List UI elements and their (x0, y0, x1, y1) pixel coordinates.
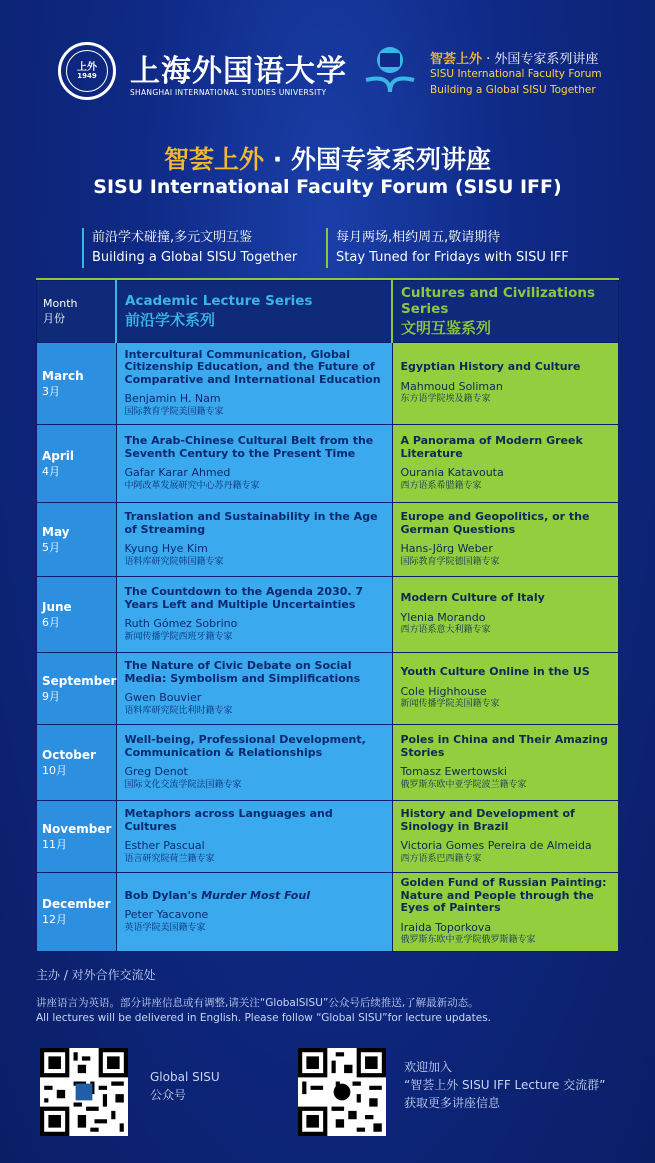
culture-title: Modern Culture of Italy (400, 591, 545, 605)
academic-speaker: Greg Denot (124, 765, 188, 778)
academic-lecture-cell (116, 653, 392, 725)
slogan-right-en: Stay Tuned for Fridays with SISU IFF (336, 250, 569, 265)
academic-speaker-affiliation: 国际文化交流学院法国籍专家 (124, 779, 242, 790)
academic-lecture-cell (116, 503, 392, 577)
header-culture-cn: 文明互鉴系列 (401, 319, 492, 337)
page-title-en: SISU International Faculty Forum (SISU IFF) (93, 176, 562, 198)
header-academic-en: Academic Lecture Series (125, 293, 313, 309)
culture-speaker: Hans-Jörg Weber (400, 542, 493, 555)
academic-title: Well-being, Professional Development, Communication & Relationships (124, 733, 366, 759)
forum-book-logo-icon (362, 44, 418, 96)
academic-lecture-cell (116, 725, 392, 801)
host-label: 主办 / 对外合作交流处 (36, 968, 156, 982)
academic-title (125, 890, 384, 903)
qr1-label (150, 1068, 220, 1104)
month-cell (37, 577, 117, 653)
forum-name-cn-rest: · 外国专家系列讲座 (482, 52, 599, 67)
academic-title: Translation and Sustainability in the Age of Streaming (124, 510, 378, 536)
footer-note (36, 996, 491, 1026)
qr1-label-line2: 公众号 (150, 1088, 187, 1102)
month-cn: 6月 (42, 615, 60, 629)
month-en: November (42, 821, 112, 836)
footer-note-cn: 讲座语言为英语。部分讲座信息或有调整,请关注“GlobalSISU”公众号后续推送,了解最新动态。 (36, 997, 479, 1009)
month-cell (37, 801, 117, 873)
month-cn: 10月 (42, 763, 67, 777)
table-row (37, 503, 619, 577)
university-seal-logo (58, 42, 116, 100)
table-row (37, 653, 619, 725)
academic-title: The Nature of Civic Debate on Social Media: Symbolism and Simplifications (124, 659, 361, 685)
table-row (37, 425, 619, 503)
month-cell (37, 425, 117, 503)
academic-speaker: Benjamin H. Nam (124, 392, 221, 406)
month-en: April (42, 448, 75, 463)
table-row (37, 343, 619, 425)
academic-speaker-affiliation: 中阿改革发展研究中心苏丹籍专家 (124, 480, 260, 491)
month-en: June (42, 599, 72, 614)
culture-speaker: Ylenia Morando (400, 610, 486, 624)
culture-title: Golden Fund of Russian Painting: Nature and People through the Eyes of Painters (400, 876, 607, 914)
table-header-row (37, 281, 619, 343)
header-month-cn: 月份 (43, 312, 65, 325)
academic-lecture-cell (116, 577, 392, 653)
academic-speaker-affiliation: 语料库研究院比利时籍专家 (124, 705, 233, 716)
academic-lecture-cell (116, 425, 392, 503)
academic-speaker: Peter Yacavone (124, 908, 209, 921)
header-academic-series (116, 281, 392, 343)
academic-title: Intercultural Communication, Global Citizenship Education, and the Future of Comparative and International Education (124, 347, 381, 386)
table-row (37, 873, 619, 952)
culture-lecture-cell (392, 801, 619, 873)
seal-text: 上外 (77, 61, 97, 73)
month-cell (37, 343, 117, 425)
qr-pattern-icon (298, 1048, 386, 1136)
culture-speaker-affiliation: 俄罗斯东欧中亚学院波兰籍专家 (400, 779, 527, 790)
seal-year: 1949 (77, 71, 97, 80)
wechat-account-qr-code (40, 1048, 128, 1136)
academic-speaker-affiliation: 语言研究院荷兰籍专家 (124, 853, 215, 864)
culture-title: Europe and Geopolitics, or the German Questions (400, 510, 590, 536)
culture-speaker: Mahmoud Soliman (400, 379, 503, 393)
month-cn: 12月 (42, 912, 67, 926)
month-en: October (42, 747, 96, 762)
qr2-label-line1: 欢迎加入 (404, 1060, 453, 1074)
month-cn: 3月 (42, 384, 60, 398)
academic-lecture-cell (116, 873, 392, 952)
academic-title-plain: Bob Dylan's (124, 888, 202, 902)
academic-speaker-affiliation: 国际教育学院美国籍专家 (124, 406, 224, 417)
qr1-label-line1: Global SISU (150, 1070, 220, 1084)
culture-lecture-cell (392, 873, 619, 952)
month-cn: 11月 (42, 837, 67, 851)
header-academic-cn: 前沿学术系列 (125, 311, 216, 329)
table-row (37, 801, 619, 873)
group-chat-qr-code (298, 1048, 386, 1136)
academic-speaker-affiliation: 语料库研究院韩国籍专家 (124, 556, 224, 567)
qr2-label-line3: 获取更多讲座信息 (404, 1096, 501, 1110)
qr2-label-line2: “智荟上外 SISU IFF Lecture 交流群” (404, 1078, 606, 1092)
month-cell (37, 653, 117, 725)
university-name-cn: 上海外国语大学 (130, 54, 347, 89)
culture-speaker-affiliation: 西方语系意大利籍专家 (400, 625, 491, 636)
culture-speaker: Tomasz Ewertowski (400, 765, 507, 778)
forum-name-en: SISU International Faculty Forum (430, 68, 602, 80)
culture-lecture-cell (392, 425, 619, 503)
culture-speaker-affiliation: 西方语系希腊籍专家 (400, 480, 482, 491)
page-title-cn-gold: 智荟上外 (164, 145, 265, 174)
academic-speaker: Ruth Gómez Sobrino (124, 617, 238, 630)
slogan-left-en: Building a Global SISU Together (92, 250, 298, 265)
header-month-en: Month (43, 297, 78, 310)
culture-speaker-affiliation: 俄罗斯东欧中亚学院俄罗斯籍专家 (400, 935, 536, 945)
university-name-en: SHANGHAI INTERNATIONAL STUDIES UNIVERSITY (130, 88, 327, 97)
culture-title: Youth Culture Online in the US (400, 665, 590, 679)
culture-title: History and Development of Sinology in Brazil (400, 807, 575, 833)
month-cell (37, 503, 117, 577)
forum-name-cn-gold: 智荟上外 (430, 52, 483, 67)
academic-lecture-cell (116, 801, 392, 873)
header-month (37, 281, 117, 343)
culture-speaker: Victoria Gomes Pereira de Almeida (400, 839, 592, 852)
academic-speaker-affiliation: 英语学院美国籍专家 (124, 922, 206, 933)
slogan-left-cn: 前沿学术碰撞,多元文明互鉴 (92, 230, 253, 245)
culture-title: A Panorama of Modern Greek Literature (400, 434, 583, 460)
culture-speaker-affiliation: 东方语学院埃及籍专家 (400, 394, 491, 405)
academic-speaker: Gwen Bouvier (124, 691, 202, 704)
culture-lecture-cell (392, 653, 619, 725)
culture-speaker-affiliation: 新闻传播学院美国籍专家 (400, 699, 500, 710)
header-culture-en: Cultures and Civilizations Series (401, 285, 596, 317)
page-title-cn (0, 140, 655, 176)
academic-speaker-affiliation: 新闻传播学院西班牙籍专家 (124, 631, 233, 642)
slogan-left (82, 228, 297, 268)
culture-lecture-cell (392, 725, 619, 801)
culture-speaker: Cole Highhouse (400, 684, 487, 698)
month-cn: 4月 (42, 464, 60, 478)
culture-lecture-cell (392, 343, 619, 425)
academic-title-italic: Murder Most Foul (201, 888, 310, 902)
slogan-right (326, 228, 569, 268)
table-row (37, 577, 619, 653)
culture-title: Egyptian History and Culture (400, 360, 581, 374)
academic-lecture-cell (116, 343, 392, 425)
month-en: May (42, 524, 70, 539)
academic-title: The Arab-Chinese Cultural Belt from the Seventh Century to the Present Time (124, 434, 374, 460)
qr-pattern-icon (40, 1048, 128, 1136)
culture-title: Poles in China and Their Amazing Stories (400, 733, 608, 759)
culture-speaker-affiliation: 国际教育学院德国籍专家 (400, 556, 500, 567)
academic-title: The Countdown to the Agenda 2030. 7 Years Left and Multiple Uncertainties (124, 585, 364, 611)
header-culture-series (392, 281, 619, 343)
academic-speaker: Esther Pascual (124, 839, 205, 852)
page-title-cn-rest: · 外国专家系列讲座 (264, 145, 491, 174)
slogan-right-cn: 每月两场,相约周五,敬请期待 (336, 230, 501, 245)
academic-speaker: Kyung Hye Kim (124, 542, 208, 555)
culture-speaker: Iraida Toporkova (400, 920, 492, 934)
culture-speaker: Ourania Katavouta (400, 466, 504, 479)
month-en: March (42, 368, 84, 383)
header (52, 38, 622, 108)
footer-note-en: All lectures will be delivered in English. Please follow “Global SISU”for lecture updates. (36, 1012, 492, 1024)
month-cn: 5月 (42, 540, 60, 554)
month-en: December (42, 896, 111, 911)
forum-name-cn (430, 48, 598, 67)
month-cell (37, 725, 117, 801)
lecture-schedule-table (36, 280, 619, 952)
culture-speaker-affiliation: 西方语系巴西籍专家 (400, 853, 482, 864)
month-cn: 9月 (42, 689, 60, 703)
month-cell (37, 873, 117, 952)
table-row (37, 725, 619, 801)
academic-speaker: Gafar Karar Ahmed (124, 466, 231, 479)
academic-title: Metaphors across Languages and Cultures (124, 807, 333, 833)
month-en: September (42, 673, 117, 688)
culture-lecture-cell (392, 503, 619, 577)
culture-lecture-cell (392, 577, 619, 653)
qr2-label (404, 1058, 605, 1112)
forum-tagline-en: Building a Global SISU Together (430, 84, 596, 96)
